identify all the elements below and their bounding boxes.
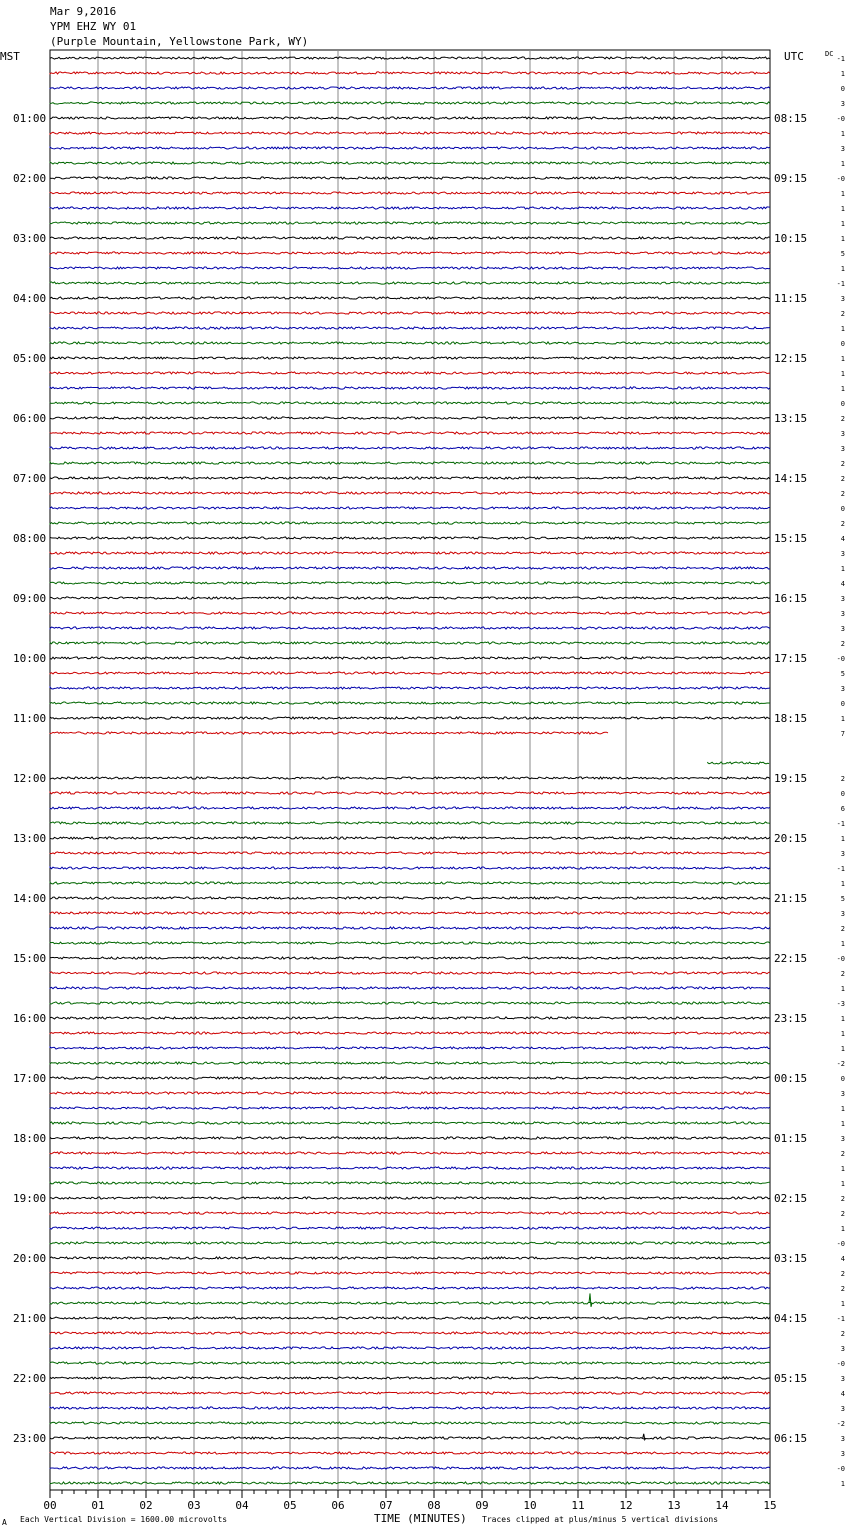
dc-offset-value: 3 [840, 445, 845, 453]
dc-offset-value: -0 [836, 1240, 845, 1248]
right-hour-label: 11:15 [774, 292, 808, 305]
dc-offset-value: 1 [840, 1225, 845, 1233]
trace-line [50, 822, 770, 824]
trace-line [50, 972, 770, 974]
trace-line [50, 282, 770, 284]
trace-line [50, 477, 770, 479]
dc-offset-value: 0 [840, 400, 845, 408]
dc-offset-value: 1 [840, 1300, 845, 1308]
dc-offset-value: 1 [840, 880, 845, 888]
trace-line [50, 132, 770, 134]
trace-line [50, 222, 770, 224]
trace-line [50, 1227, 770, 1229]
trace-line [50, 642, 770, 644]
dc-offset-value: 1 [840, 940, 845, 948]
scale-note: Each Vertical Division = 1600.00 microvolts [20, 1515, 228, 1524]
trace-line [50, 837, 770, 839]
trace-line [50, 1107, 770, 1109]
left-hour-label: 12:00 [13, 772, 47, 785]
trace-line [50, 777, 770, 779]
trace-line [50, 357, 770, 359]
trace-line [50, 372, 770, 374]
right-hour-label: 02:15 [774, 1192, 808, 1205]
x-tick-label: 02 [139, 1499, 153, 1512]
trace-line [50, 852, 770, 854]
trace-line [50, 1452, 770, 1454]
trace-line [50, 657, 770, 659]
trace-line [50, 522, 770, 524]
x-tick-label: 11 [571, 1499, 585, 1512]
trace-line [50, 942, 770, 944]
dc-offset-value: 2 [840, 490, 845, 498]
trace-line [50, 1482, 770, 1484]
trace-line [50, 57, 770, 59]
left-hour-label: 04:00 [13, 292, 47, 305]
dc-offset-value: 1 [840, 1030, 845, 1038]
right-hour-label: 17:15 [774, 652, 808, 665]
event-spike [589, 1293, 592, 1306]
trace-line [50, 192, 770, 194]
dc-offset-value: 1 [840, 190, 845, 198]
plot-date: Mar 9,2016 [50, 5, 117, 18]
x-tick-label: 09 [475, 1499, 489, 1512]
dc-offset-value: 0 [840, 700, 845, 708]
trace-line [50, 1422, 770, 1424]
dc-offset-value: 1 [840, 70, 845, 78]
trace-line [50, 387, 770, 389]
trace-line [50, 1392, 770, 1394]
x-tick-label: 10 [523, 1499, 537, 1512]
dc-offset-value: 1 [840, 1165, 845, 1173]
dc-offset-value: 1 [840, 205, 845, 213]
trace-line [50, 567, 770, 569]
dc-offset-value: 1 [840, 1180, 845, 1188]
left-hour-label: 20:00 [13, 1252, 47, 1265]
trace-line [50, 312, 770, 314]
dc-offset-value: 6 [840, 805, 845, 813]
dc-offset-value: 3 [840, 685, 845, 693]
trace-line [50, 1047, 770, 1049]
dc-offset-value: 3 [840, 1435, 845, 1443]
trace-line [50, 177, 770, 179]
trace-line [50, 597, 770, 599]
dc-offset-value: 5 [840, 670, 845, 678]
dc-offset-value: 3 [840, 295, 845, 303]
left-hour-label: 09:00 [13, 592, 47, 605]
dc-offset-value: 0 [840, 790, 845, 798]
dc-offset-value: 2 [840, 310, 845, 318]
dc-offset-value: 1 [840, 1045, 845, 1053]
dc-offset-value: 1 [840, 370, 845, 378]
dc-offset-value: 3 [840, 100, 845, 108]
x-tick-label: 07 [379, 1499, 393, 1512]
dc-offset-value: 1 [840, 1480, 845, 1488]
trace-line [50, 1182, 770, 1184]
trace-line [50, 102, 770, 104]
right-hour-label: 13:15 [774, 412, 808, 425]
dc-offset-value: -0 [836, 1465, 845, 1473]
x-tick-label: 03 [187, 1499, 201, 1512]
dc-offset-value: 3 [840, 430, 845, 438]
dc-offset-value: 3 [840, 1090, 845, 1098]
trace-line [50, 417, 770, 419]
right-hour-label: 03:15 [774, 1252, 808, 1265]
dc-offset-value: -0 [836, 1360, 845, 1368]
right-hour-label: 20:15 [774, 832, 808, 845]
dc-offset-value: 2 [840, 520, 845, 528]
dc-offset-value: 5 [840, 895, 845, 903]
dc-offset-value: 2 [840, 415, 845, 423]
dc-offset-value: -0 [836, 655, 845, 663]
left-hour-label: 16:00 [13, 1012, 47, 1025]
trace-line [50, 717, 770, 719]
trace-line [50, 1302, 770, 1304]
dc-offset-value: 1 [840, 715, 845, 723]
dc-offset-value: 3 [840, 910, 845, 918]
dc-offset-value: 3 [840, 1135, 845, 1143]
trace-line [50, 87, 770, 89]
x-tick-label: 13 [667, 1499, 681, 1512]
right-hour-label: 04:15 [774, 1312, 808, 1325]
dc-offset-value: 1 [840, 235, 845, 243]
trace-line [50, 297, 770, 299]
dc-offset-value: -1 [836, 55, 845, 63]
left-hour-label: 08:00 [13, 532, 47, 545]
left-hour-label: 11:00 [13, 712, 47, 725]
trace-line [50, 447, 770, 449]
dc-offset-value: 4 [840, 1255, 845, 1263]
left-hour-label: 05:00 [13, 352, 47, 365]
trace-line [50, 612, 770, 614]
right-hour-label: 14:15 [774, 472, 808, 485]
right-hour-label: 19:15 [774, 772, 808, 785]
dc-offset-value: 3 [840, 850, 845, 858]
right-hour-label: 05:15 [774, 1372, 808, 1385]
left-hour-label: 19:00 [13, 1192, 47, 1205]
dc-offset-value: 4 [840, 1390, 845, 1398]
trace-line [50, 702, 770, 704]
left-hour-label: 22:00 [13, 1372, 47, 1385]
left-hour-label: 15:00 [13, 952, 47, 965]
x-tick-label: 08 [427, 1499, 441, 1512]
x-tick-label: 04 [235, 1499, 249, 1512]
trace-line [50, 627, 770, 629]
dc-offset-value: 2 [840, 1285, 845, 1293]
trace-line [50, 927, 770, 929]
dc-offset-value: 1 [840, 1015, 845, 1023]
dc-offset-value: 3 [840, 595, 845, 603]
trace-line [50, 1017, 770, 1019]
trace-line [50, 1407, 770, 1409]
dc-offset-value: 4 [840, 580, 845, 588]
dc-offset-value: 1 [840, 1120, 845, 1128]
dc-offset-value: 2 [840, 475, 845, 483]
right-hour-label: 15:15 [774, 532, 808, 545]
dc-offset-value: -1 [836, 280, 845, 288]
dc-offset-value: 1 [840, 355, 845, 363]
trace-line [50, 1167, 770, 1169]
dc-offset-value: 7 [840, 730, 845, 738]
station-location: (Purple Mountain, Yellowstone Park, WY) [50, 35, 309, 48]
dc-offset-value: 1 [840, 1105, 845, 1113]
left-hour-label: 17:00 [13, 1072, 47, 1085]
trace-line [50, 147, 770, 149]
dc-offset-value: 5 [840, 250, 845, 258]
left-hour-label: 14:00 [13, 892, 47, 905]
trace-line [708, 762, 770, 764]
dc-offset-value: 1 [840, 220, 845, 228]
dc-offset-value: 2 [840, 775, 845, 783]
dc-offset-value: 1 [840, 565, 845, 573]
trace-line [50, 117, 770, 119]
trace-line [50, 1002, 770, 1004]
right-hour-label: 21:15 [774, 892, 808, 905]
dc-offset-value: -2 [836, 1420, 845, 1428]
left-hour-label: 07:00 [13, 472, 47, 485]
trace-line [50, 72, 770, 74]
dc-header-label: DC [825, 50, 834, 58]
dc-offset-value: -3 [836, 1000, 845, 1008]
trace-line [50, 1287, 770, 1289]
dc-offset-value: 3 [840, 1450, 845, 1458]
trace-line [50, 792, 770, 794]
dc-offset-value: 3 [840, 1345, 845, 1353]
x-tick-label: 00 [43, 1499, 57, 1512]
trace-line [50, 492, 770, 494]
x-tick-label: 15 [763, 1499, 777, 1512]
dc-offset-value: 3 [840, 625, 845, 633]
x-tick-label: 14 [715, 1499, 729, 1512]
station-code: YPM EHZ WY 01 [50, 20, 137, 33]
dc-offset-value: 3 [840, 145, 845, 153]
trace-line [50, 1062, 770, 1064]
dc-offset-value: 2 [840, 925, 845, 933]
dc-offset-value: 2 [840, 1150, 845, 1158]
trace-line [50, 462, 770, 464]
trace-line [50, 402, 770, 404]
trace-line [50, 537, 770, 539]
trace-line [50, 1257, 770, 1259]
dc-offset-value: 2 [840, 1210, 845, 1218]
dc-offset-value: -0 [836, 115, 845, 123]
trace-line [50, 342, 770, 344]
trace-line [50, 1032, 770, 1034]
dc-offset-value: 2 [840, 970, 845, 978]
right-timezone-label: UTC [784, 50, 804, 63]
dc-offset-value: 1 [840, 835, 845, 843]
trace-line [50, 327, 770, 329]
dc-offset-value: -0 [836, 175, 845, 183]
left-timezone-label: MST [0, 50, 20, 63]
x-tick-label: 06 [331, 1499, 345, 1512]
right-hour-label: 22:15 [774, 952, 808, 965]
trace-line [50, 432, 770, 434]
x-axis-title: TIME (MINUTES) [374, 1512, 467, 1525]
dc-offset-value: 3 [840, 1405, 845, 1413]
left-hour-label: 02:00 [13, 172, 47, 185]
trace-line [50, 732, 608, 734]
trace-line [50, 1152, 770, 1154]
dc-offset-value: 1 [840, 985, 845, 993]
trace-line [50, 207, 770, 209]
dc-offset-value: 4 [840, 535, 845, 543]
trace-line [50, 882, 770, 884]
right-hour-label: 08:15 [774, 112, 808, 125]
trace-line [50, 1077, 770, 1079]
trace-line [50, 1272, 770, 1274]
trace-line [50, 1437, 770, 1439]
dc-offset-value: 3 [840, 550, 845, 558]
dc-offset-value: 1 [840, 265, 845, 273]
dc-offset-value: 2 [840, 1330, 845, 1338]
trace-line [50, 267, 770, 269]
dc-offset-value: 1 [840, 385, 845, 393]
trace-line [50, 1467, 770, 1469]
dc-offset-value: -0 [836, 955, 845, 963]
trace-line [50, 1212, 770, 1214]
trace-line [50, 1347, 770, 1349]
right-hour-label: 06:15 [774, 1432, 808, 1445]
clip-note: Traces clipped at plus/minus 5 vertical divisions [482, 1515, 719, 1524]
left-hour-label: 18:00 [13, 1132, 47, 1145]
right-hour-label: 23:15 [774, 1012, 808, 1025]
trace-line [50, 1122, 770, 1124]
trace-line [50, 237, 770, 239]
left-hour-label: 21:00 [13, 1312, 47, 1325]
left-hour-label: 06:00 [13, 412, 47, 425]
left-hour-label: 10:00 [13, 652, 47, 665]
x-tick-label: 01 [91, 1499, 105, 1512]
trace-line [50, 552, 770, 554]
trace-line [50, 867, 770, 869]
trace-line [50, 1092, 770, 1094]
trace-line [50, 252, 770, 254]
dc-offset-value: -1 [836, 1315, 845, 1323]
trace-line [50, 162, 770, 164]
dc-offset-value: -1 [836, 820, 845, 828]
right-hour-label: 01:15 [774, 1132, 808, 1145]
right-hour-label: 00:15 [774, 1072, 808, 1085]
dc-offset-value: 0 [840, 340, 845, 348]
left-hour-label: 01:00 [13, 112, 47, 125]
dc-offset-value: 0 [840, 1075, 845, 1083]
trace-line [50, 582, 770, 584]
trace-line [50, 507, 770, 509]
right-hour-label: 16:15 [774, 592, 808, 605]
x-tick-label: 05 [283, 1499, 297, 1512]
right-hour-label: 12:15 [774, 352, 808, 365]
trace-line [50, 1242, 770, 1244]
dc-offset-value: 0 [840, 505, 845, 513]
trace-line [50, 807, 770, 809]
left-hour-label: 13:00 [13, 832, 47, 845]
trace-line [50, 1377, 770, 1379]
corner-mark: A [2, 1518, 7, 1527]
trace-line [50, 1317, 770, 1319]
dc-offset-value: 2 [840, 640, 845, 648]
dc-offset-value: 2 [840, 1270, 845, 1278]
trace-line [50, 1332, 770, 1334]
dc-offset-value: 1 [840, 130, 845, 138]
x-tick-label: 12 [619, 1499, 633, 1512]
trace-line [50, 987, 770, 989]
trace-line [50, 672, 770, 674]
trace-line [50, 687, 770, 689]
trace-line [50, 897, 770, 899]
trace-line [50, 1137, 770, 1139]
trace-line [50, 1362, 770, 1364]
dc-offset-value: 3 [840, 610, 845, 618]
left-hour-label: 03:00 [13, 232, 47, 245]
dc-offset-value: -1 [836, 865, 845, 873]
trace-line [50, 1197, 770, 1199]
dc-offset-value: 3 [840, 1375, 845, 1383]
left-hour-label: 23:00 [13, 1432, 47, 1445]
dc-offset-value: -2 [836, 1060, 845, 1068]
dc-offset-value: 2 [840, 460, 845, 468]
right-hour-label: 18:15 [774, 712, 808, 725]
right-hour-label: 09:15 [774, 172, 808, 185]
trace-line [50, 957, 770, 959]
dc-offset-value: 1 [840, 325, 845, 333]
trace-line [50, 912, 770, 914]
dc-offset-value: 0 [840, 85, 845, 93]
dc-offset-value: 2 [840, 1195, 845, 1203]
right-hour-label: 10:15 [774, 232, 808, 245]
dc-offset-value: 1 [840, 160, 845, 168]
